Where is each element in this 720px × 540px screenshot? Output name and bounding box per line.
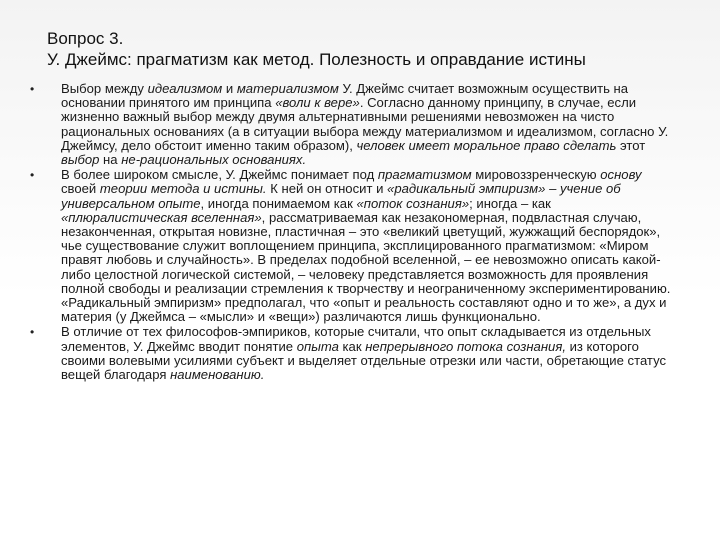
- title-line-1: Вопрос 3.: [47, 29, 124, 48]
- text-run-italic: опыта: [296, 338, 339, 354]
- bullet-icon: •: [30, 82, 35, 96]
- text-run-italic: идеализмом: [147, 81, 223, 96]
- text-run: В отличие от тех философов-эмпириков, которые считали, что опыт складывается из отдельных элементов, У. Джеймс вводит понятие: [61, 324, 651, 354]
- text-run: У. Джеймс считает возможным осуществить на основании принятого им принципа: [61, 81, 629, 111]
- bullet-icon: •: [30, 325, 35, 340]
- text-run-italic: выбор: [61, 152, 100, 168]
- text-run-italic: наименованию.: [170, 367, 265, 383]
- text-run: ; иногда – как: [469, 195, 551, 211]
- text-run: и: [222, 81, 237, 96]
- title-line-2: У. Джеймс: прагматизм как метод. Полезность и оправдание истины: [47, 50, 586, 69]
- text-run: , рассматриваемая как незакономерная, подвластная случаю, незаконченная, открытая новизне, пластичная – это «великий цветущий, жужжащий беспорядок», чье существование служит воплощением принципа, эксплицированного прагматизмом: «Миром правят любовь и случайность». В пределах подобной вселенной, – ее невозможно описать какой-либо целостной логической системой, – человеку представляется возможность для проявления полной свободы и реализации стремления к творчеству и неограниченному экспериментированию. «Радикальный эмпиризм» предполагал, что «опыт и реальность составляют одно и то же», а дух и материя (у Джеймса – «мысли» и «вещи») различаются лишь функционально.: [61, 209, 671, 325]
- paragraph-3: [61, 325, 680, 382]
- text-run: своей: [61, 181, 100, 197]
- list-item: [30, 82, 680, 167]
- text-run: В более широком смысле, У. Джеймс понимает под: [61, 167, 378, 183]
- paragraph-1: [61, 82, 680, 167]
- text-run-italic: непрерывного потока сознания,: [365, 338, 566, 354]
- text-run: на: [99, 152, 122, 168]
- bullet-list: [30, 82, 680, 383]
- text-run: этот: [616, 137, 646, 153]
- text-run: К ней он относит и: [266, 181, 388, 197]
- text-run-italic: теории метода и истины.: [99, 181, 267, 197]
- text-run: . Согласно данному принципу, в случае, если жизненно важный выбор между двумя альтернативными решениями невозможен на чисто рациональных основаниях (а в ситуации выбора между материализмом и идеализмом, согласно У. Джеймсу, дело обстоит именно таким образом),: [61, 95, 669, 153]
- text-run: мировоззренческую: [471, 167, 601, 183]
- text-run: из которого своими волевыми усилиями субъект и выделяет отдельные отрезки или части, обретающие статус вещей благодаря: [61, 338, 667, 383]
- text-run-italic: человек имеет моральное право сделать: [356, 137, 617, 153]
- paragraph-2: [61, 168, 680, 324]
- text-run: , иногда понимаемом как: [200, 195, 357, 211]
- text-run-italic: «плюралистическая вселенная»: [61, 209, 262, 225]
- text-run-italic: «поток сознания»: [356, 195, 470, 211]
- text-run-italic: «радикальный эмпиризм» – учение об универсальном опыте: [61, 181, 621, 211]
- text-run: Выбор между: [61, 81, 148, 96]
- text-run: как: [338, 338, 366, 354]
- text-run-italic: материализмом: [236, 81, 339, 96]
- list-item: [30, 325, 680, 382]
- text-run-italic: основу: [600, 167, 642, 183]
- text-run-italic: «воли к вере»: [275, 95, 360, 111]
- slide-title: [47, 28, 687, 70]
- text-run-italic: прагматизмом: [377, 167, 472, 183]
- text-run-italic: не-рациональных основаниях.: [121, 152, 307, 168]
- bullet-icon: •: [30, 168, 35, 183]
- list-item: [30, 168, 680, 324]
